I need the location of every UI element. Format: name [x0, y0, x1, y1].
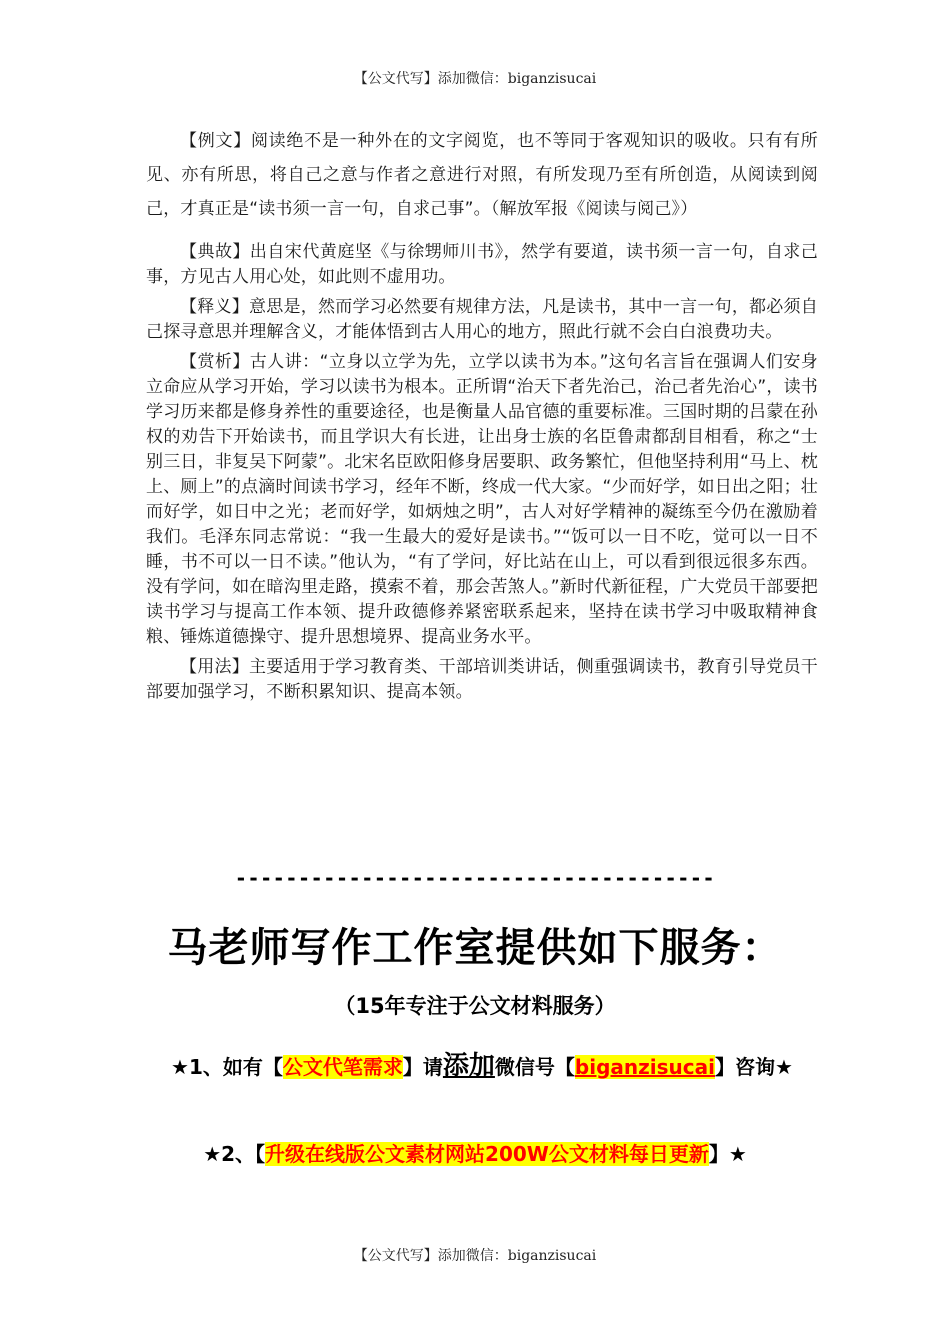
service2-highlight: 升级在线版公文素材网站200W公文材料每日更新: [265, 1142, 709, 1166]
promo-title: 马老师写作工作室提供如下服务：: [167, 925, 783, 971]
service-item-2: [0, 1138, 950, 1167]
article-body: [146, 124, 818, 705]
meaning-paragraph: 【释义】意思是，然而学习必然要有规律方法，凡是读书，其中一言一句，都必须自己探寻意思并理解含义，才能体悟到古人用心的地方，照此行就不会白白浪费功夫。: [146, 297, 818, 342]
service1-mid1: 】请: [402, 1055, 443, 1079]
origin-paragraph: 【典故】出自宋代黄庭坚《与徐甥师川书》，然学有要道，读书须一言一句，自求己事，方见古人用心处，如此则不虚用功。: [146, 242, 818, 287]
service1-suffix: 】咨询★: [715, 1055, 793, 1079]
service1-add-emphasis: 添加: [442, 1051, 495, 1081]
service-item-1: [146, 1040, 818, 1093]
service1-mid2: 微信号【: [494, 1055, 575, 1079]
page-header: 【公文代写】添加微信：biganzisucai: [353, 71, 597, 87]
service1-highlight-need: 公文代笔需求: [282, 1055, 403, 1079]
wechat-id-link[interactable]: biganzisucai: [574, 1055, 715, 1079]
page-footer: 【公文代写】添加微信：biganzisucai: [353, 1248, 597, 1264]
usage-paragraph: 【用法】主要适用于学习教育类、干部培训类讲话，侧重强调读书，教育引导党员干部要加强学习，不断积累知识、提高本领。: [146, 657, 818, 702]
analysis-paragraph: 【赏析】古人讲：“立身以立学为先，立学以读书为本。”这句名言旨在强调人们安身立命应从学习开始，学习以读书为根本。正所谓“治天下者先治己，治己者先治心”，读书学习历来都是修身养性的重要途径，也是衡量人品官德的重要标准。三国时期的吕蒙在孙权的劝告下开始读书，而且学识大有长进，让出身士族的名臣鲁肃都刮目相看，称之“士别三日，非复吴下阿蒙”。北宋名臣欧阳修身居要职、政务繁忙，但他坚持利用“马上、枕上、厕上”的点滴时间读书学习，经年不断，终成一代大家。“少而好学，如日出之阳；壮而好学，如日中之光；老而好学，如炳烛之明”，古人对好学精神的凝练至今仍在激励着我们。毛泽东同志常说：“我一生最大的爱好是读书。”“饭可以一日不吃，觉可以一日不睡，书不可以一日不读。”他认为，“有了学问，好比站在山上，可以看到很远很多东西。没有学问，如在暗沟里走路，摸索不着，那会苦煞人。”新时代新征程，广大党员干部要把读书学习与提高工作本领、提升政德修养紧密联系起来，坚持在读书学习中吸取精神食粮、锤炼道德操守、提升思想境界、提高业务水平。: [146, 352, 818, 647]
promo-subtitle: （15年专注于公文材料服务）: [334, 994, 616, 1018]
service2-suffix: 】★: [708, 1142, 747, 1166]
separator-line: --------------------------------------: [234, 866, 716, 890]
example-paragraph: 【例文】阅读绝不是一种外在的文字阅览，也不等同于客观知识的吸收。只有有所见、亦有所思，将自己之意与作者之意进行对照，有所发现乃至有所创造，从阅读到阅己，才真正是“读书须一言一句，自求己事”。（解放军报《阅读与阅己》）: [146, 131, 818, 219]
service2-prefix: ★2、【: [203, 1142, 266, 1166]
service1-prefix: ★1、如有【: [171, 1055, 283, 1079]
